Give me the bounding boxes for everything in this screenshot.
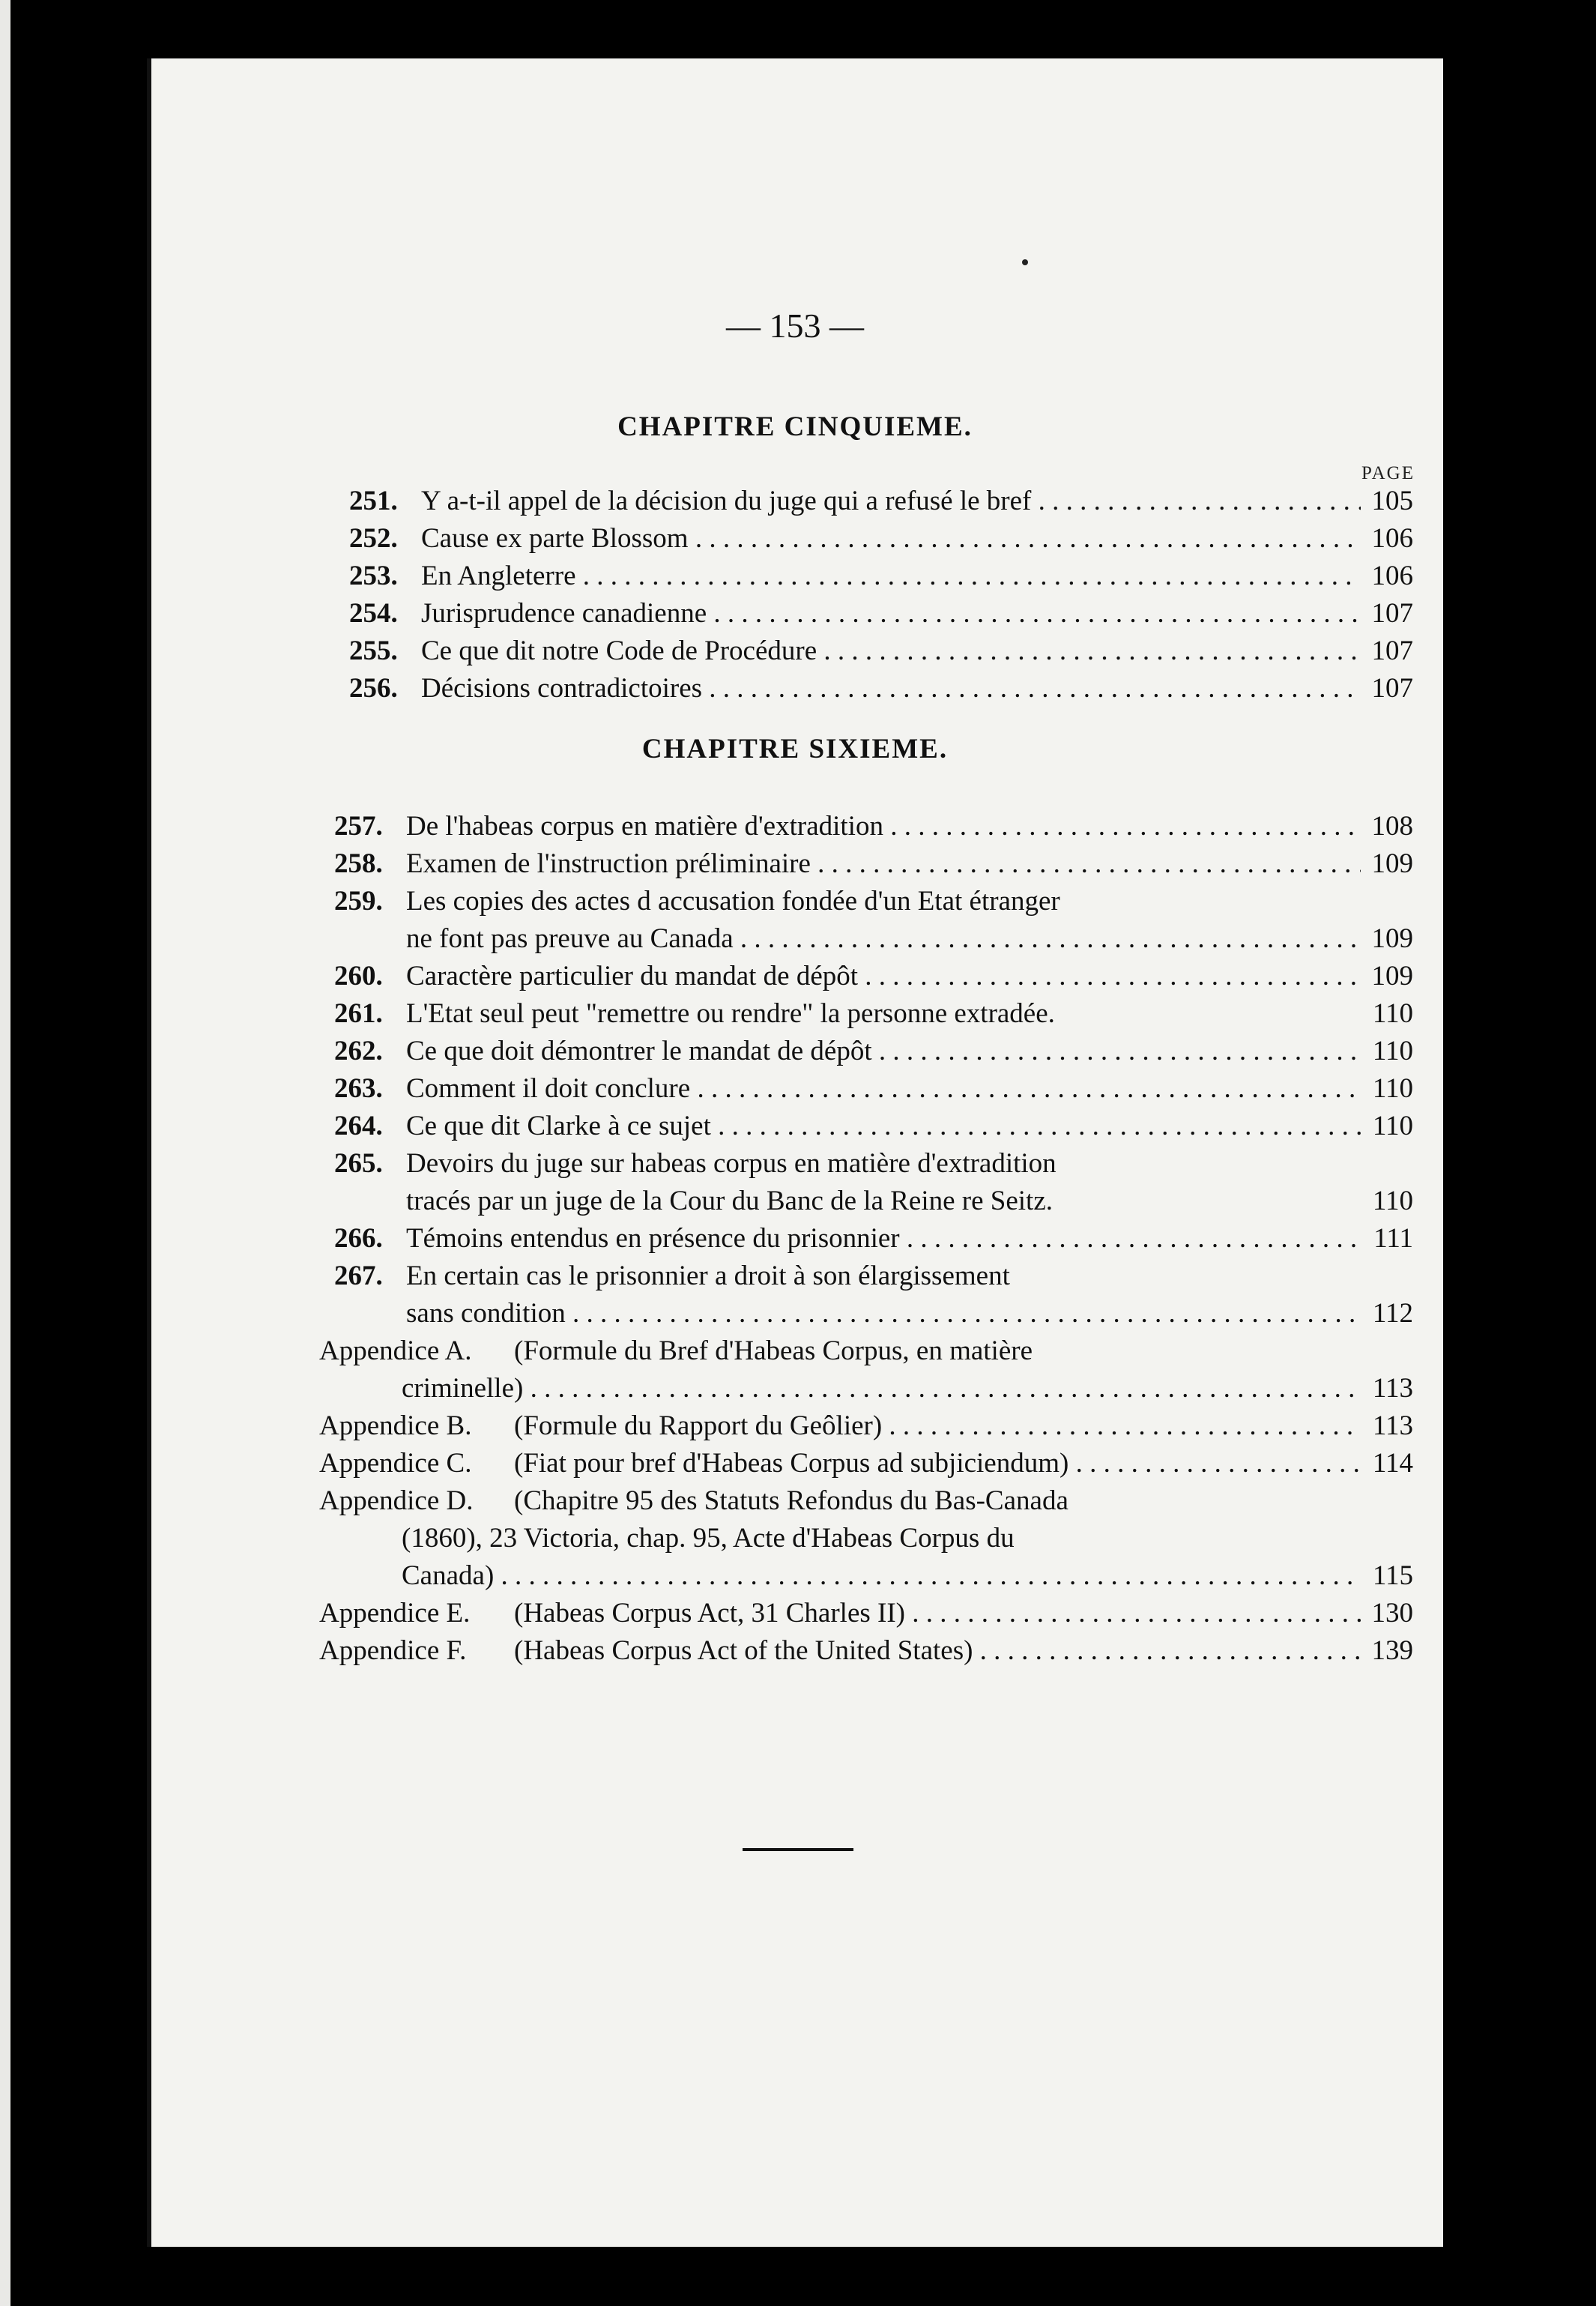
toc-entry: 255. Ce que dit notre Code de Procédure . . . 107 xyxy=(349,633,1413,670)
page-number: — 153 — xyxy=(726,307,864,345)
toc-entry: 266. Témoins entendus en présence du prisonnier . . . 111 xyxy=(334,1220,1413,1258)
toc-entry: 259. Les copies des actes d accusation fondée d'un Etat étranger xyxy=(334,886,1060,917)
toc-chapter-6 xyxy=(334,808,1413,1332)
print-speck xyxy=(1022,259,1028,265)
toc-entry: 254. Jurisprudence canadienne . . . 107 xyxy=(349,595,1413,633)
page-column-label: PAGE xyxy=(1361,463,1415,483)
toc-entry: 257. De l'habeas corpus en matière d'extradition . . . 108 xyxy=(334,808,1413,845)
appendix-entry: Appendice F. (Habeas Corpus Act of the United States) . . . 139 xyxy=(319,1632,1413,1670)
end-rule xyxy=(743,1848,853,1851)
appendix-entry: Appendice C. (Fiat pour bref d'Habeas Corpus ad subjiciendum) . . . 114 xyxy=(319,1445,1413,1482)
appendix-entry-continued: Canada) . . . 115 xyxy=(319,1557,1413,1595)
appendix-entry: Appendice A. (Formule du Bref d'Habeas Corpus, en matière xyxy=(319,1335,1033,1366)
toc-entry: 253. En Angleterre . . . 106 xyxy=(349,558,1413,595)
toc-entry-continued: ne font pas preuve au Canada . . . 109 xyxy=(334,920,1413,958)
toc-entry: 261. L'Etat seul peut "remettre ou rendre" la personne extradée. 110 xyxy=(334,998,1413,1029)
appendix-entry-continued: (1860), 23 Victoria, chap. 95, Acte d'Habeas Corpus du xyxy=(402,1523,1015,1554)
toc-entry: 264. Ce que dit Clarke à ce sujet . . . 110 xyxy=(334,1108,1413,1145)
toc-entry: 251. Y a-t-il appel de la décision du juge qui a refusé le bref . . . 105 xyxy=(349,483,1413,520)
chapter-title-6: CHAPITRE SIXIEME. xyxy=(641,734,949,764)
book-page xyxy=(147,58,1443,2247)
toc-entry: 260. Caractère particulier du mandat de dépôt . . . 109 xyxy=(334,958,1413,995)
toc-entry-continued: tracés par un juge de la Cour du Banc de la Reine re Seitz. 110 xyxy=(406,1186,1413,1216)
adjacent-page-edge xyxy=(0,0,10,2306)
appendix-entry: Appendice D. (Chapitre 95 des Statuts Refondus du Bas-Canada xyxy=(319,1485,1068,1516)
toc-chapter-5 xyxy=(349,483,1413,707)
toc-entry: 256. Décisions contradictoires . . . 107 xyxy=(349,670,1413,707)
chapter-title-5: CHAPITRE CINQUIEME. xyxy=(617,411,973,442)
toc-entry: 263. Comment il doit conclure . . . 110 xyxy=(334,1070,1413,1108)
toc-entry: 252. Cause ex parte Blossom . . . 106 xyxy=(349,520,1413,558)
appendix-entry-continued: criminelle) . . . 113 xyxy=(319,1370,1413,1407)
toc-entry-continued: sans condition . . . 112 xyxy=(334,1295,1413,1332)
toc-entry: 258. Examen de l'instruction préliminaire . . . 109 xyxy=(334,845,1413,883)
appendix-entry: Appendice E. (Habeas Corpus Act, 31 Charles II) . . . 130 xyxy=(319,1595,1413,1632)
toc-entry: 265. Devoirs du juge sur habeas corpus en matière d'extradition xyxy=(334,1148,1057,1179)
toc-entry: 267. En certain cas le prisonnier a droit à son élargissement xyxy=(334,1261,1010,1291)
appendix-entry: Appendice B. (Formule du Rapport du Geôlier) . . . 113 xyxy=(319,1407,1413,1445)
toc-entry: 262. Ce que doit démontrer le mandat de dépôt . . . 110 xyxy=(334,1033,1413,1070)
toc-appendices xyxy=(319,1332,1413,1670)
